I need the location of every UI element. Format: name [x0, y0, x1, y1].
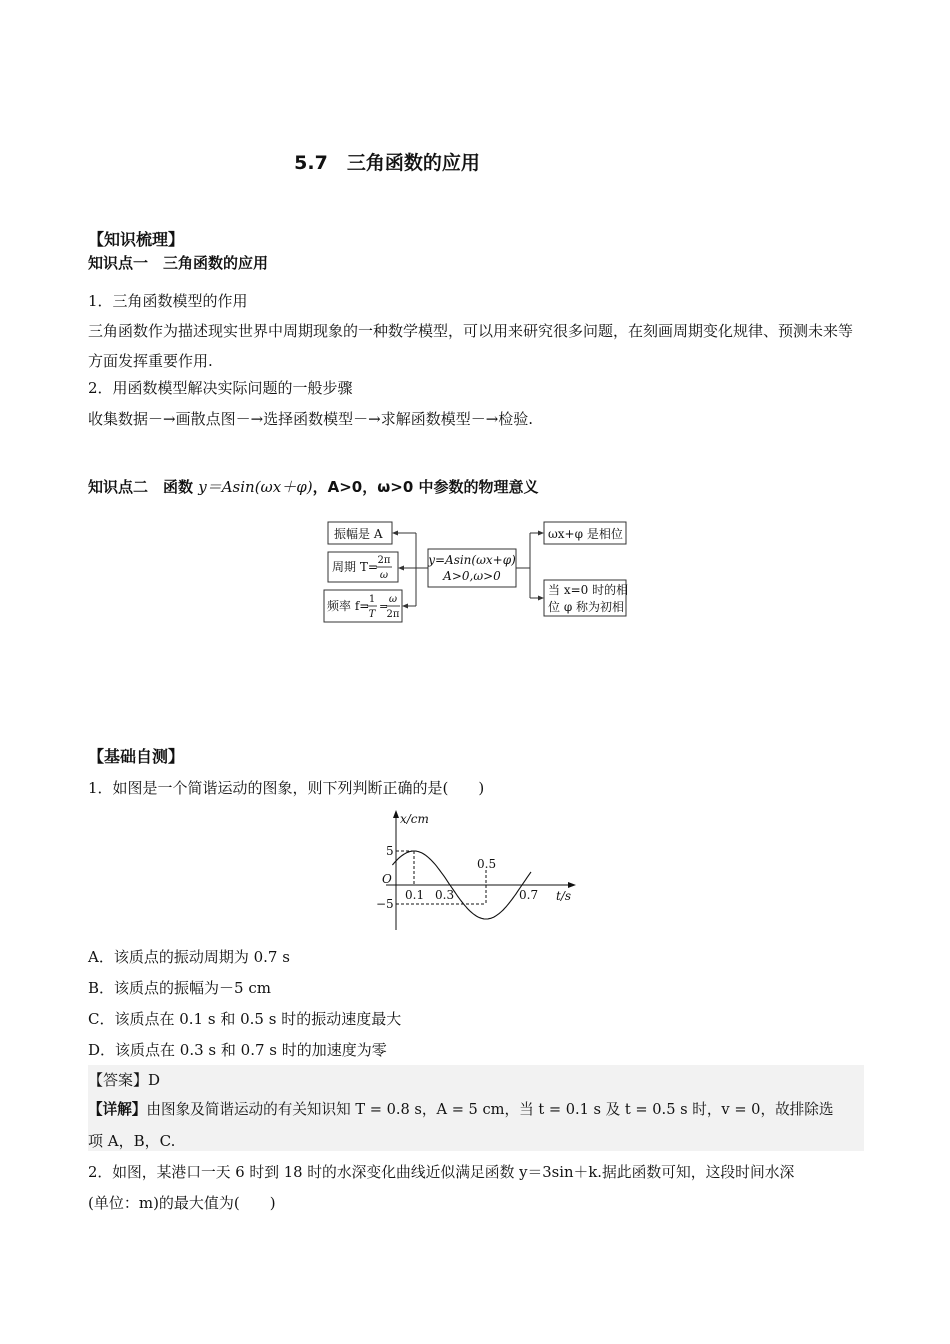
diagram-frequency-den1: T — [368, 609, 376, 620]
diagram-phase-text: ωx+φ 是相位 — [548, 527, 623, 541]
svg-text:=: = — [379, 600, 389, 613]
diagram-center-line2: A>0,ω>0 — [443, 569, 501, 583]
diagram-frequency-prefix: 频率 f= — [327, 599, 370, 613]
option-d: D．该质点在 0.3 s 和 0.7 s 时的加速度为零 — [88, 1041, 387, 1059]
question-2-line-2: (单位：m)的最大值为( ) — [88, 1194, 276, 1212]
graph-ylabel: x/cm — [400, 812, 429, 826]
diagram-period-den: ω — [379, 570, 389, 581]
item1-title: 1．三角函数模型的作用 — [88, 292, 248, 310]
kp2-condition: ，A>0，ω>0 中参数的物理意义 — [312, 478, 539, 496]
graph-t05: 0.5 — [477, 857, 497, 871]
item1-body: 三角函数作为描述现实世界中周期现象的一种数学模型，可以用来研究很多问题，在刻画周期变化规律、预测未来等方面发挥重要作用. — [88, 322, 854, 370]
diagram-initial-phase-line1: 当 x=0 时的相 — [548, 583, 629, 597]
page-title: 5.7 三角函数的应用 — [294, 152, 480, 174]
section-header-knowledge: 【知识梳理】 — [88, 230, 185, 249]
detail-label: 【详解】 — [88, 1101, 147, 1118]
kp2-function: y＝Asin(ωx＋φ) — [198, 478, 313, 496]
knowledge-point-1: 知识点一 三角函数的应用 — [88, 254, 269, 272]
question-1: 1．如图是一个简谐运动的图象，则下列判断正确的是( ) — [88, 779, 485, 797]
detail-line-2: 项 A，B，C. — [88, 1132, 176, 1150]
diagram-period-num: 2π — [377, 555, 391, 566]
diagram-initial-phase-line2: 位 φ 称为初相 — [548, 600, 625, 614]
item2-title: 2．用函数模型解决实际问题的一般步骤 — [88, 379, 353, 397]
option-c: C．该质点在 0.1 s 和 0.5 s 时的振动速度最大 — [88, 1010, 402, 1028]
steps-line: 收集数据－→画散点图－→选择函数模型－→求解函数模型－→检验. — [88, 410, 534, 428]
answer-value: D — [148, 1071, 161, 1089]
knowledge-point-2 — [88, 476, 539, 498]
answer-line — [88, 1069, 160, 1091]
diagram-frequency-den2: 2π — [386, 609, 400, 620]
answer-label: 【答案】 — [88, 1071, 149, 1089]
diagram-amplitude-text: 振幅是 A — [334, 527, 383, 541]
graph-xlabel: t/s — [556, 889, 572, 903]
graph-origin: O — [382, 872, 392, 886]
kp2-prefix: 知识点二 函数 — [88, 478, 199, 496]
detail-line-1 — [88, 1099, 833, 1121]
section-header-self-test: 【基础自测】 — [88, 747, 185, 766]
graph-ym5: −5 — [376, 897, 394, 911]
detail-text-1: 由图象及简谐运动的有关知识知 T = 0.8 s，A = 5 cm，当 t = 0.1 s 及 t = 0.5 s 时，v = 0，故排除选 — [146, 1101, 834, 1118]
diagram-frequency-num1: 1 — [368, 594, 376, 605]
parameter-diagram — [320, 516, 632, 628]
graph-t01: 0.1 — [405, 888, 425, 902]
graph-t07: 0.7 — [519, 888, 539, 902]
option-a: A．该质点的振动周期为 0.7 s — [88, 948, 290, 966]
graph-t03: 0.3 — [435, 888, 455, 902]
graph-y5: 5 — [386, 844, 394, 858]
diagram-frequency-num2: ω — [388, 594, 398, 605]
diagram-center-line1: y=Asin(ωx+φ) — [428, 553, 516, 567]
harmonic-motion-graph — [350, 808, 580, 934]
question-2-line-1: 2．如图，某港口一天 6 时到 18 时的水深变化曲线近似满足函数 y＝3sin＋k.据此函数可知，这段时间水深 — [88, 1164, 795, 1181]
diagram-period-prefix: 周期 T= — [332, 560, 378, 574]
option-b: B．该质点的振幅为－5 cm — [88, 979, 271, 997]
